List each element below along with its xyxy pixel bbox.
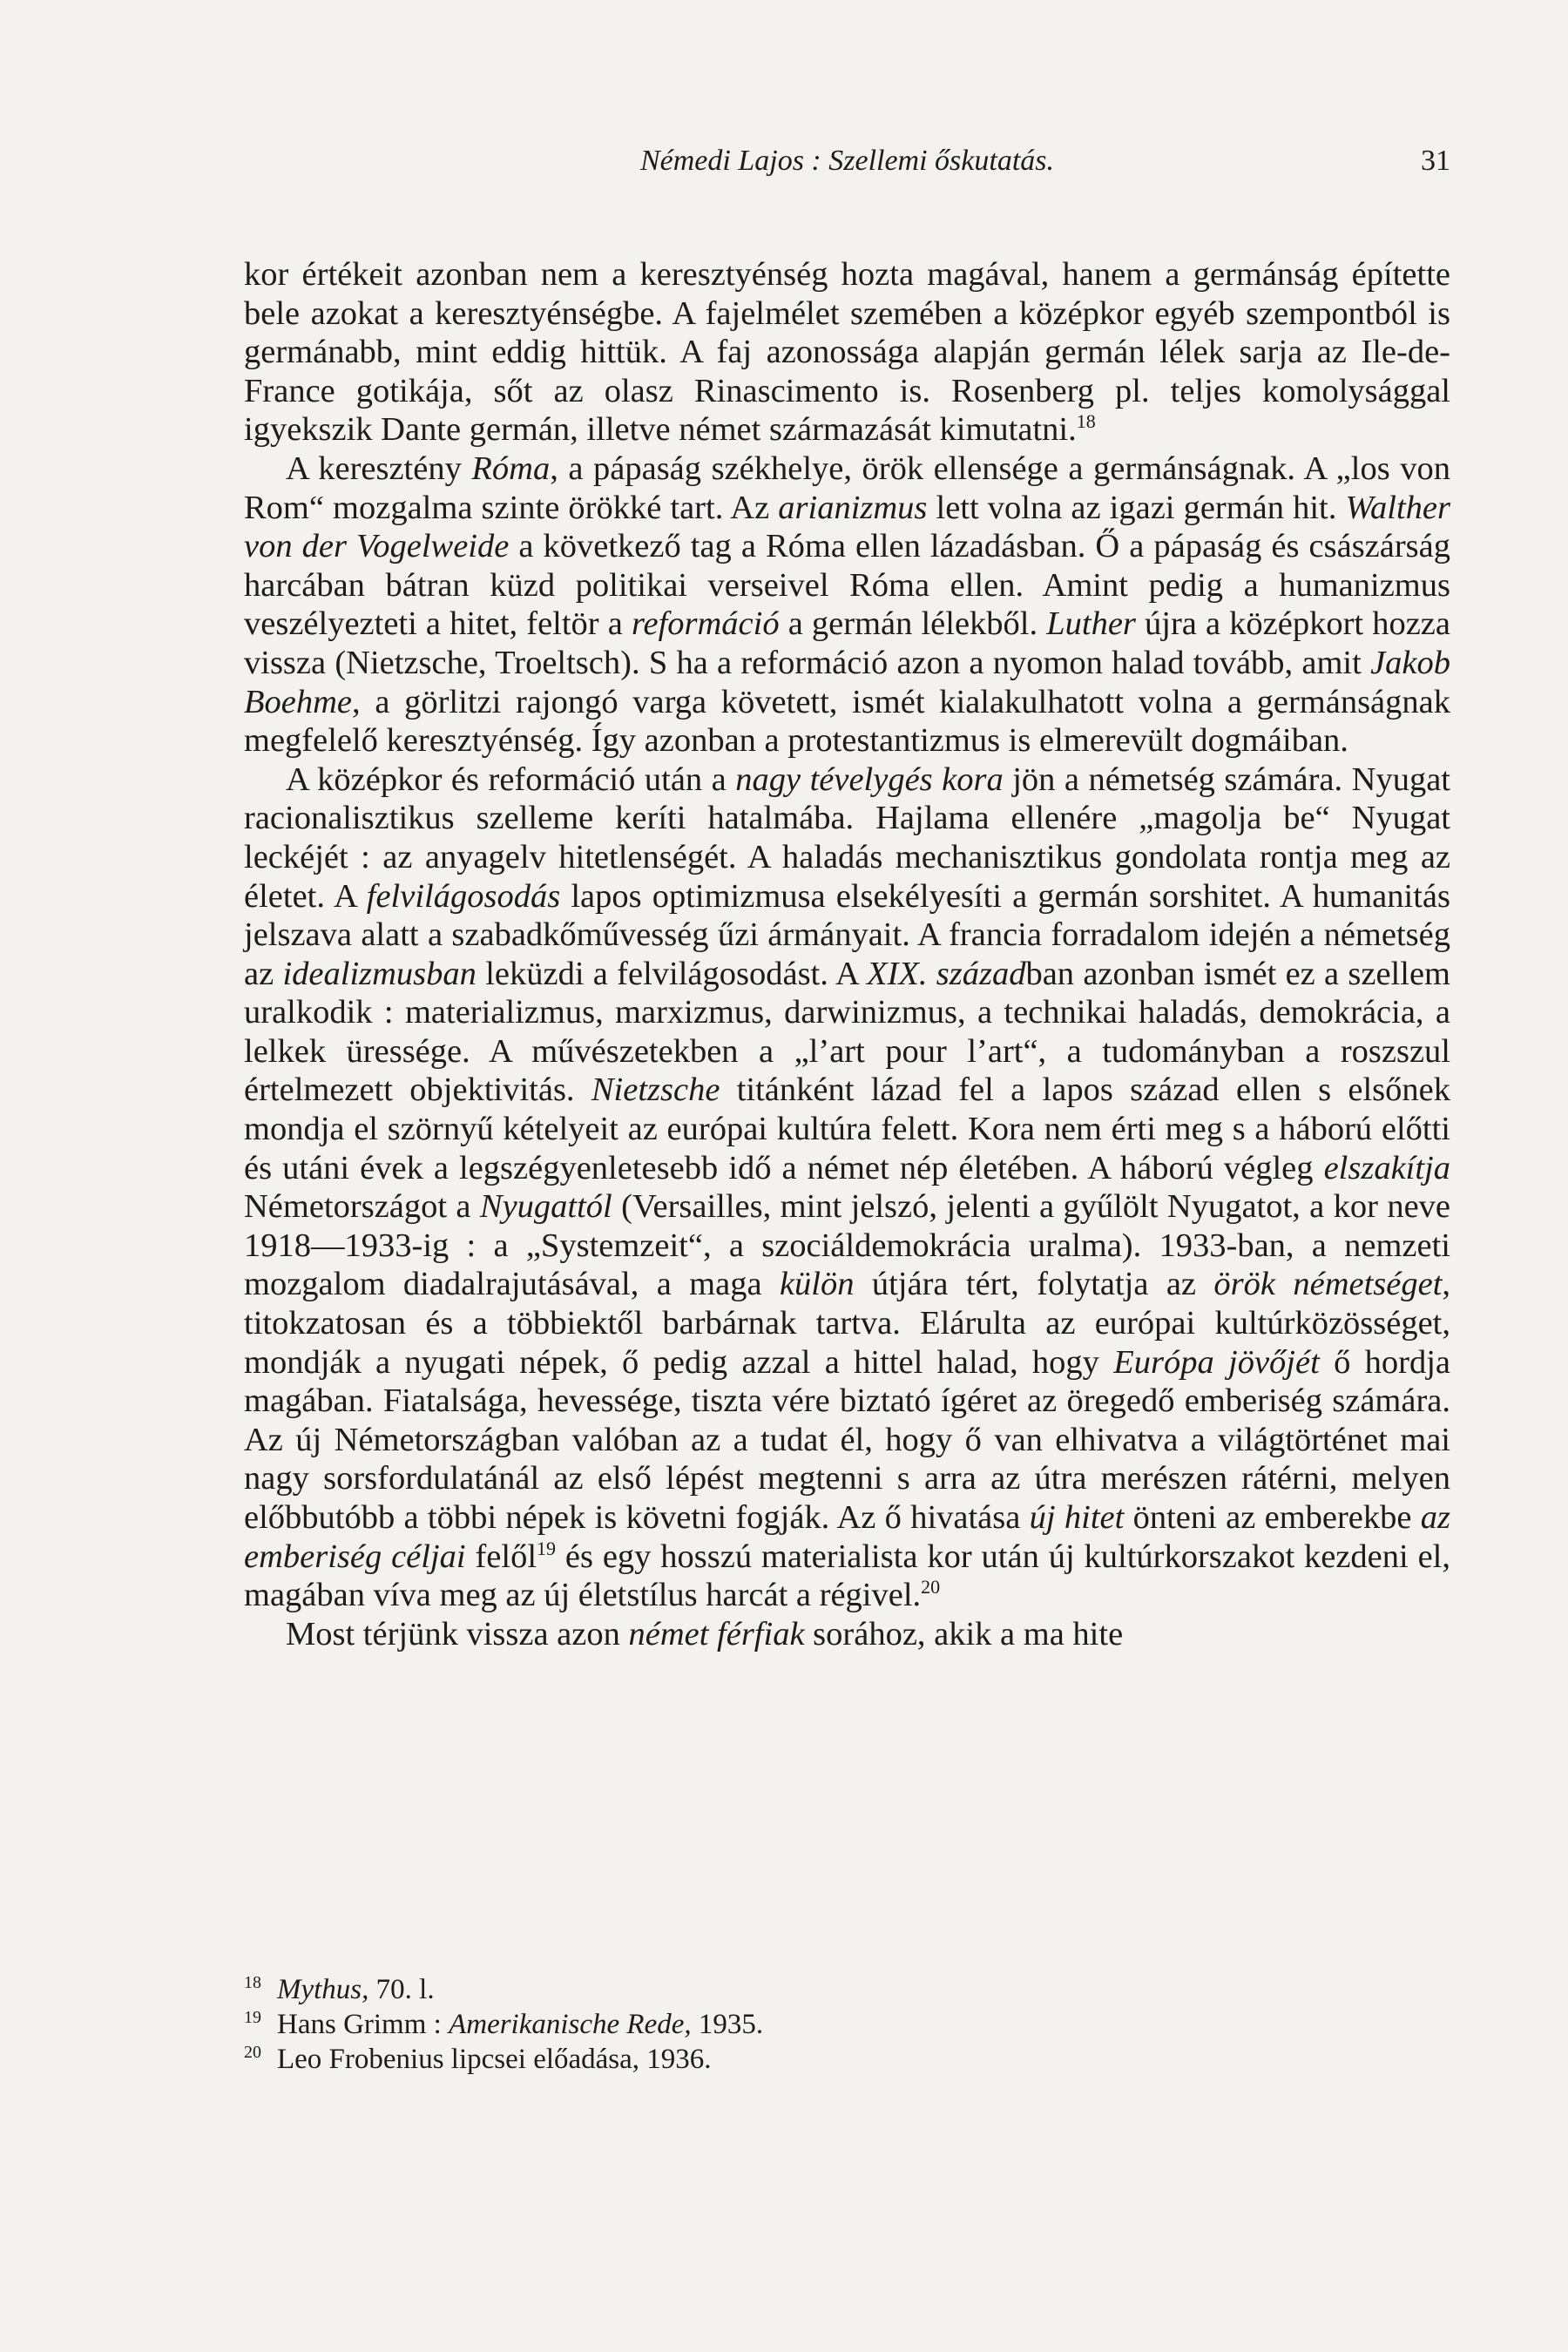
footnote-number: 19: [244, 2008, 261, 2027]
footnote-ref-18: 18: [1076, 410, 1096, 433]
emphasis-xix-szazad: XIX. század: [867, 955, 1026, 992]
running-head: Némedi Lajos : Szellemi őskutatás.: [639, 145, 1055, 177]
paragraph-1: kor értékeit azonban nem a keresztyénség hozta magával, hanem a germánság építette bele azokat a keresztyénségbe. A fajelmélet szemében a középkor egyéb szempontból is germánabb, mint eddig hittük. A faj azonossága alapján germán lélek sarja az Ile-de-France gotikája, sőt az olasz Rinascimento is. Rosenberg pl. teljes komolysággal igyekszik Dante germán, illetve német származását kimutatni.$^{18}$: [244, 256, 1450, 449]
main-text: [244, 255, 1450, 1653]
paragraph-2: A keresztény Róma, a pápaság székhelye, örök ellensége a germánságnak. A „los von Rom“ mozgalma szinte örökké tart. Az arianizmus lett volna az igazi germán hit. Walther von der Vogelweide a következő tag a Róma ellen lázadásban. Ő a pápaság és császárság harcában bátran küzd politikai verseivel Róma ellen. Amint pedig a humanizmus veszélyezteti a hitet, feltör a reformáció a germán lélekből. Luther újra a középkort hozza vissza (Nietzsche, Troeltsch). S ha a reformáció azon a nyomon halad tovább, amit Jakob Boehme, a görlitzi rajongó varga követett, ismét kialakulhatott volna a germánságnak megfelelő keresztyénség. Így azonban a protestantizmus is elmerevült dogmáiban.: [244, 449, 1450, 760]
emphasis-arianizmus: arianizmus: [778, 489, 928, 526]
footnote-number: 20: [244, 2043, 261, 2062]
emphasis-nietzsche: Nietzsche: [591, 1071, 720, 1109]
paragraph-4: Most térjünk vissza azon német férfiak sorához, akik a ma hite: [286, 1615, 1124, 1652]
emphasis-reformacio: reformáció: [631, 605, 780, 643]
emphasis-kulon: külön: [779, 1266, 855, 1303]
footnote-ref-19: 19: [537, 1537, 557, 1559]
footnote-number: 18: [244, 1973, 261, 1992]
emphasis-idealizmus: idealizmusban: [282, 955, 476, 992]
footnote-19: $^{19}$ Hans Grimm : Amerikanische Rede, 1935.: [244, 2008, 764, 2040]
page-number: 31: [1421, 145, 1450, 177]
page-header: [244, 138, 1450, 190]
emphasis-walther: Walther von der Vogelweide: [244, 489, 1450, 565]
paragraph-3: A középkor és reformáció után a nagy tévelygés kora jön a németség számára. Nyugat racionalisztikus szelleme keríti hatalmába. Hajlama ellenére „magolja be“ Nyugat leckéjét : az anyagelv hitetlenségét. A haladás mechanisztikus gondolata rontja meg az életet. A felvilágosodás lapos optimizmusa elsekélyesíti a germán sorshitet. A humanitás jelszava alatt a szabadkőművesség űzi ármányait. A francia forradalom idején a németség az idealizmusban leküzdi a felvilágosodást. A XIX. században azonban ismét ez a szellem uralkodik : materializmus, marxizmus, darwinizmus, a technikai haladás, demokrácia, a lelkek üressége. A művészetekben a „l’art pour l’art“, a tudományban a roszszul értelmezett objektivitás. Nietzsche titánként lázad fel a lapos század ellen s elsőnek mondja el szörnyű kételyeit az európai kultúra felett. Kora nem érti meg s a háború előtti és utáni évek a legszégyenletesebb idő a német nép életében. A háború végleg elszakítja Németországot a Nyugattól (Versailles, mint jelszó, jelenti a gyűlölt Nyugatot, a kor neve 1918—1933-ig : a „Systemzeit“, a szociáldemokrácia uralma). 1933-ban, a nemzeti mozgalom diadalrajutásával, a maga külön útjára tért, folytatja az örök németséget, titokzatosan és a többiektől barbárnak tartva. Elárulta az európai kultúrközösséget, mondják a nyugati népek, ő pedig azzal a hittel halad, hogy Európa jövőjét ő hordja magában. Fiatalsága, hevessége, tiszta vére biztató ígéret az öregedő emberiség számára. Az új Németországban valóban az a tudat él, hogy ő van elhivatva a világtörténet mai nagy sorsfordulatánál az első lépést megtenni s arra az útra merészen rátérni, melyen előbbutóbb a többi népek is követni fogják. Az ő hivatása új hitet önteni az emberekbe az emberiség céljai felől$^{19}$ és egy hosszú materialista kor után új kultúrkorszakot kezdeni el, magában víva meg az új életstílus harcát a régivel.$^{20}$: [244, 760, 1451, 1614]
emphasis-roma: Róma: [471, 449, 551, 487]
footnote-ref-20: 20: [921, 1576, 941, 1598]
emphasis-nyugattol: Nyugattól: [479, 1188, 612, 1226]
emphasis-elszakitja: elszakítja: [1323, 1149, 1450, 1186]
footnote-18: $^{18}$ Mythus, 70. l.: [244, 1973, 435, 2005]
emphasis-boehme: Jakob Boehme: [244, 644, 1450, 720]
emphasis-tevelyges: nagy tévelygés kora: [735, 760, 1004, 798]
emphasis-felvilagosodas: felvilágosodás: [366, 877, 561, 915]
emphasis-orok-nemetseg: örök németséget: [1213, 1266, 1443, 1303]
emphasis-uj-hitet: új hitet: [1029, 1499, 1125, 1536]
emphasis-europa-jovoje: Európa jövőjét: [1113, 1343, 1320, 1381]
footnotes: [244, 1972, 1115, 2077]
emphasis-luther: Luther: [1046, 605, 1136, 643]
footnote-20: $^{20}$ Leo Frobenius lipcsei előadása, 1936.: [244, 2043, 712, 2075]
emphasis-emberiseg-celjai: az emberiség céljai: [244, 1499, 1451, 1575]
emphasis-nemet-ferfiak: német férfiak: [628, 1615, 805, 1652]
